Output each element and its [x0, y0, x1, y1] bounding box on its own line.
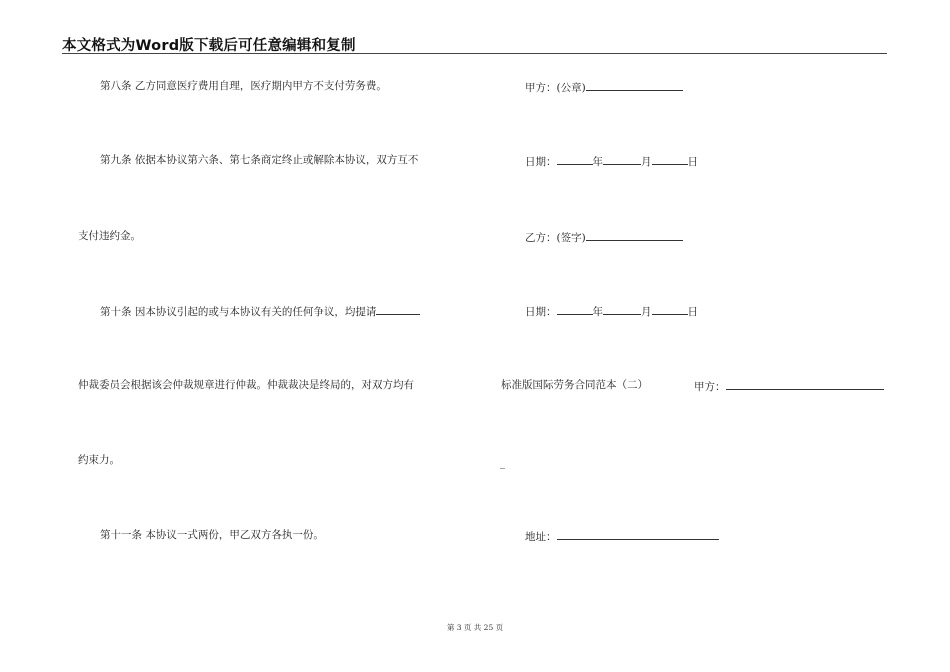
party-a-2-line	[694, 378, 884, 394]
day-blank	[652, 303, 688, 315]
day-label: 日	[687, 156, 698, 168]
month-blank	[603, 303, 641, 315]
date-line-2	[525, 303, 698, 319]
article-11-text: 第十一条 本协议一式两份，甲乙双方各执一份。	[100, 529, 324, 541]
article-10-text: 第十条 因本协议引起的或与本协议有关的任何争议，均提请	[100, 306, 377, 318]
day-label: 日	[687, 306, 698, 318]
day-blank	[652, 153, 688, 165]
date-label: 日期：	[525, 306, 557, 318]
party-a-seal-blank	[586, 79, 683, 91]
header-divider	[62, 53, 887, 54]
party-a-seal-line	[525, 79, 683, 95]
contract-sample-title: 标准版国际劳务合同范本（二）	[501, 379, 648, 391]
party-b-sign-label: 乙方：(签字)	[525, 232, 586, 244]
article-10-text-line2: 仲裁委员会根据该会仲裁规章进行仲裁。仲裁裁决是终局的，对双方均有	[78, 379, 414, 391]
party-b-sign-line	[525, 229, 683, 245]
page-number-footer: 第 3 页 共 25 页	[446, 623, 504, 632]
month-blank	[603, 153, 641, 165]
year-blank	[557, 153, 593, 165]
party-a-2-blank	[726, 378, 884, 390]
article-8-text: 第八条 乙方同意医疗费用自理，医疗期内甲方不支付劳务费。	[100, 80, 387, 92]
party-a-seal-label: 甲方：(公章)	[525, 82, 586, 94]
party-b-sign-blank	[586, 229, 683, 241]
date-label: 日期：	[525, 156, 557, 168]
article-9-text-line1: 第九条 依据本协议第六条、第七条商定终止或解除本协议，双方互不	[100, 154, 419, 166]
arbitration-body-blank	[376, 303, 420, 315]
article-10-text-line1	[100, 303, 420, 319]
month-label: 月	[641, 306, 652, 318]
party-a-2-label: 甲方：	[694, 381, 726, 393]
stray-underscore-mark: _	[500, 458, 505, 469]
document-header-title: 本文格式为Word版下载后可任意编辑和复制	[62, 38, 356, 54]
article-10-text-line3: 约束力。	[78, 454, 120, 466]
month-label: 月	[641, 156, 652, 168]
article-9-text-line2: 支付违约金。	[78, 230, 141, 242]
year-label: 年	[592, 156, 603, 168]
address-blank	[557, 528, 719, 540]
year-label: 年	[592, 306, 603, 318]
year-blank	[557, 303, 593, 315]
address-label: 地址：	[525, 531, 557, 543]
address-line	[525, 528, 719, 544]
date-line-1	[525, 153, 698, 169]
